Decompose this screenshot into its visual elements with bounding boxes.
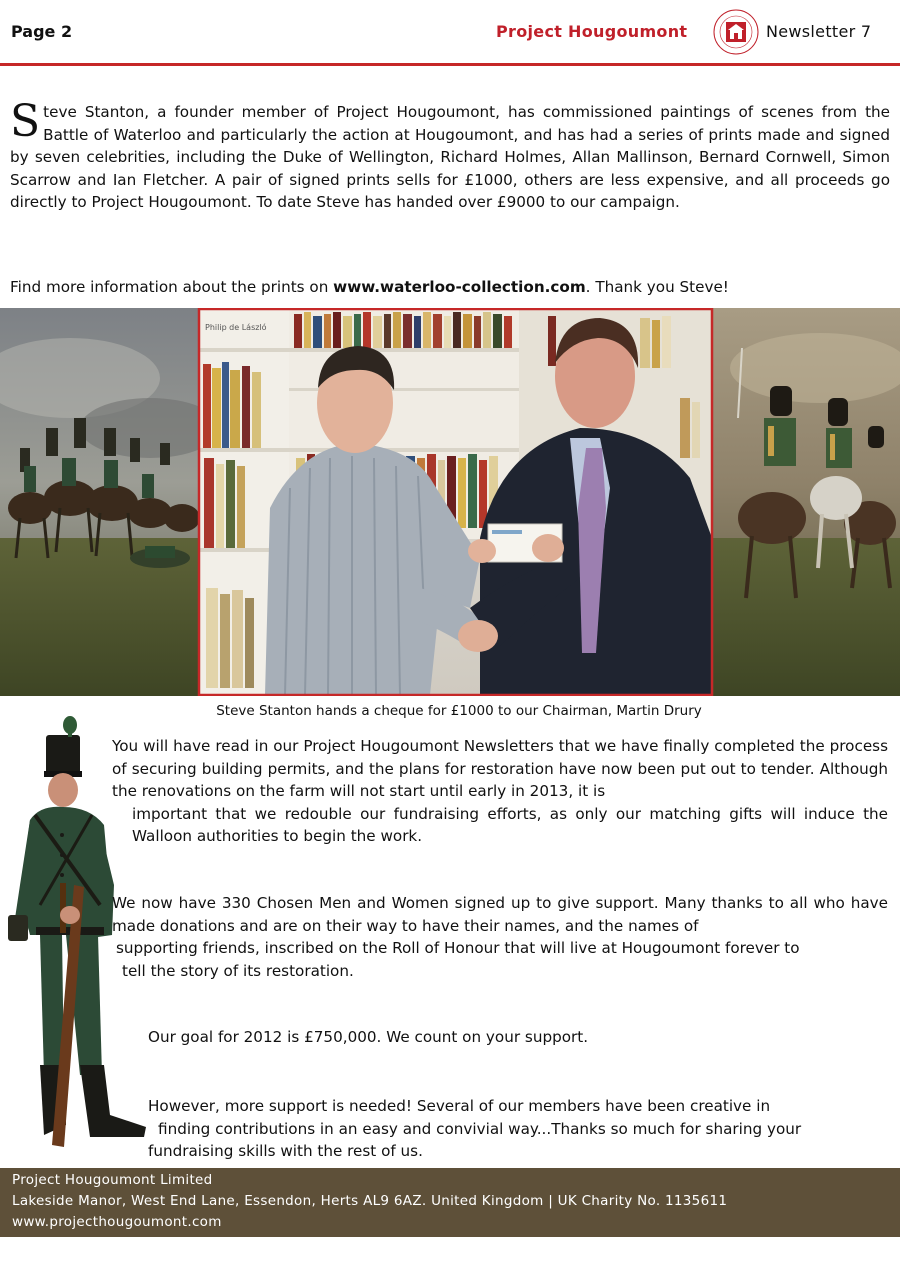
- header-divider: [0, 63, 900, 66]
- intro-text: teve Stanton, a founder member of Project Hougoumont, has commissioned paintings of scenes from the Battle of Waterloo and particularly the action at Hougoumont, and has had a series of prints made and signed by seven celebrities, including the Duke of Wellington, Richard Holmes, Allan Mallinson, Bernard Cornwell, Simon Scarrow and Ian Fletcher. A pair of signed prints sells for £1000, others are less expensive, and all proceeds go directly to Project Hougoumont. To date Steve has handed over £9000 to our campaign.: [10, 103, 890, 211]
- footer-address: Lakeside Manor, West End Lane, Essendon, Herts AL9 6AZ. United Kingdom | UK Charity No. 1135611: [12, 1193, 728, 1209]
- waterloo-collection-link[interactable]: www.waterloo-collection.com: [333, 278, 586, 296]
- right-battle-painting: [713, 308, 900, 696]
- page-header: [0, 0, 900, 64]
- page-number: Page 2: [11, 22, 73, 41]
- photo-band: [0, 308, 900, 696]
- newsletter-issue: Newsletter 7: [766, 22, 872, 41]
- cheque-handover-photo: [199, 309, 712, 695]
- prints-info-line: Find more information about the prints on www.waterloo-collection.com. Thank you Steve!: [10, 278, 729, 296]
- footer-org: Project Hougoumont Limited: [12, 1172, 213, 1188]
- brand-title: Project Hougoumont: [496, 22, 688, 41]
- permits-paragraph: You will have read in our Project Hougoumont Newsletters that we have finally completed the process of securing building permits, and the plans for restoration have now been put out to tender. Although the renovations on the farm will not start until early in 2013, it is important that we redouble our fundraising efforts, as only our matching gifts will induce the Walloon authorities to begin the work.: [112, 737, 888, 845]
- photo-caption: Steve Stanton hands a cheque for £1000 to our Chairman, Martin Drury: [216, 703, 702, 719]
- chosen-men-paragraph: We now have 330 Chosen Men and Women signed up to give support. Many thanks to all who have made donations and are on their way to have their names, and the names of supporting friends, inscribed on the Roll of Honour that will live at Hougoumont forever to tell the story of its restoration.: [112, 894, 888, 980]
- intro-paragraph: [10, 96, 890, 214]
- page-footer: [0, 1168, 900, 1237]
- drop-cap: S: [10, 96, 41, 147]
- book-spine-label: Philip de László: [205, 323, 267, 332]
- goal-paragraph: Our goal for 2012 is £750,000. We count on your support.: [148, 1028, 589, 1046]
- left-battle-painting: [0, 308, 220, 696]
- footer-website-link[interactable]: www.projecthougoumont.com: [12, 1214, 222, 1230]
- project-hougoumont-seal-icon: [713, 9, 759, 55]
- support-paragraph: However, more support is needed! Several of our members have been creative in finding contributions in an easy and convivial way...Thanks so much for sharing your fundraising skills with the rest of us.: [148, 1097, 802, 1160]
